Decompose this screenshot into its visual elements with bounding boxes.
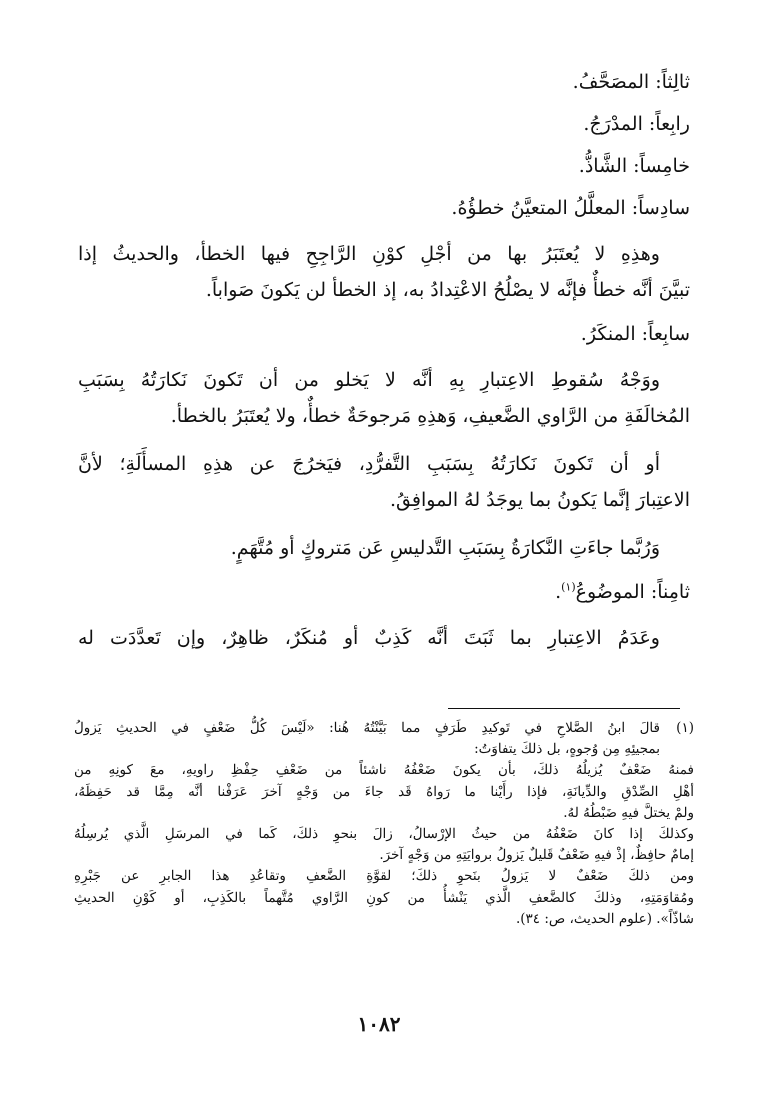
footnote-line: قالَ ابنُ الصَّلاحِ في تَوكيدِ طَرَفٍ مما بَيَّنْتُهُ هُنا: «لَيْسَ كُلُّ ضَعْفٍ في الحديثِ يَزولُ — [74, 720, 660, 736]
footnote-line: ومُقاوَمَتِهِ، وذلكَ كالضَّعفِ الَّذي يَنْشأُ من كونِ الرَّاوي مُتَّهماً بالكَذِبِ، أو كَوْنِ الحديثِ — [74, 889, 694, 906]
footnote-line: ولمْ يختلَّ فيهِ ضَبْطُهُ لهُ. — [563, 804, 694, 821]
paragraph-line: وهذِهِ لا يُعتَبَرُ بها من أجْلِ كوْنِ الرَّاجِحِ فيها الخطأ، والحديثُ إذا — [78, 243, 660, 265]
paragraph-line: وَرُبَّما جاءَتِ النَّكارَةُ بِسَبَبِ التَّدليسِ عَن مَتروكٍ أو مُتَّهَمٍ. — [230, 537, 660, 559]
paragraph-munkar-tadlis — [78, 530, 690, 566]
paragraph-munkar-reason — [78, 362, 690, 434]
heading-fifth-type: خامِساً: الشَّاذُّ. — [578, 155, 690, 177]
heading-fourth-type: رابِعاً: المدْرَجُ. — [583, 113, 690, 135]
footnote-line: فمنهُ ضَعْفٌ يُزيلُهُ ذلكَ، بأن يكونَ ضَعْفُهُ ناشئاً من ضَعْفِ حِفْظِ راويهِ، معَ كونِهِ من — [74, 762, 694, 779]
footnote-quote — [74, 760, 694, 930]
footnote-number: (١) — [676, 720, 694, 736]
heading-eighth-end: . — [555, 581, 562, 603]
footnote-separator — [448, 708, 680, 709]
paragraph-mawdu — [78, 620, 690, 656]
footnote-reference: (١) — [561, 580, 576, 594]
paragraph-line: المُخالَفَةِ من الرَّاوي الضَّعيفِ، وَهذِهِ مَرجوحَةٌ خطأٌ، ولا يُعتَبَرُ بالخطأ. — [170, 405, 690, 427]
footnote-intro — [74, 718, 660, 760]
footnote-line: ومن ذلكَ ضَعْفٌ لا يَزولُ بنَحوِ ذلكَ؛ لقوَّةِ الضَّعفِ وتقاعُدِ هذا الجابرِ عن جَبْرِهِ — [74, 868, 694, 885]
heading-eighth-type — [78, 578, 690, 606]
paragraph-line: وعَدَمُ الاعِتبارِ بما ثَبَتَ أنَّه كَذِبٌ أو مُنكَرٌ، ظاهِرٌ، وإن تَعدَّدَت له — [78, 627, 660, 649]
footnote-line: إمامٌ حافِظٌ، إذْ فيهِ ضَعْفٌ قَليلٌ يَزولُ بروايَتِهِ من وَجْهٍ آخرَ. — [379, 847, 694, 864]
paragraph-line: أو أن تَكونَ نَكارَتُهُ بِسَبَبِ التَّفرُّدِ، فيَخرُجَ عن هذِهِ المسأَلَةِ؛ لأنَّ — [78, 453, 660, 475]
footnote-line: أهْلِ الصِّدْقِ والدِّيانَةِ، فإذا رأَيْنا ما رَواهُ قَد جاءَ من وَجْهٍ آخرَ عَرَفْنا أنَّه مِمَّا قد حَفِظَهُ، — [74, 783, 694, 800]
paragraph-sixth-explanation — [78, 236, 690, 308]
paragraph-line: ووَجْهُ سُقوطِ الاعِتبارِ بِهِ أنَّه لا يَخلو من أن تَكونَ نَكارَتُهُ بِسَبَبِ — [78, 369, 660, 391]
paragraph-line: الاعتِبارَ إنَّما يَكونُ بما يوجَدُ لهُ الموافِقُ. — [390, 489, 690, 511]
main-text — [78, 68, 690, 668]
paragraph-munkar-tafarrud — [78, 446, 690, 518]
heading-sixth-type: سادِساً: المعلَّلُ المتعيَّنُ خطؤُهُ. — [451, 197, 690, 219]
heading-eighth-label: ثامِناً: الموضُوعُ — [575, 581, 690, 603]
footnote-line: بمجيئِهِ مِن وُجوهٍ، بل ذلكَ يتفاوَتُ: — [474, 741, 660, 758]
heading-third-type: ثالِثاً: المصَحَّفُ. — [572, 71, 690, 93]
footnote-line: شاذّاً». (علوم الحديث، ص: ٣٤). — [515, 910, 694, 927]
heading-seventh-type: سابِعاً: المنكَرُ. — [580, 323, 690, 345]
footnote-line: وكذلكَ إذا كانَ ضَعْفُهُ من حيثُ الإرْسالُ، زالَ بنحوِ ذلكَ، كَما في المرسَلِ الَّذي يُرسِلُهُ — [74, 826, 694, 843]
footnote-1 — [74, 718, 694, 760]
footnotes — [74, 718, 694, 930]
paragraph-line: تبيَّنَ أنَّه خطأٌ فإنَّه لا يصْلُحُ الاعْتِدادُ به، إذ الخطأ لن يَكونَ صَواباً. — [205, 279, 690, 301]
page-number: ١٠٨٢ — [357, 1012, 401, 1036]
